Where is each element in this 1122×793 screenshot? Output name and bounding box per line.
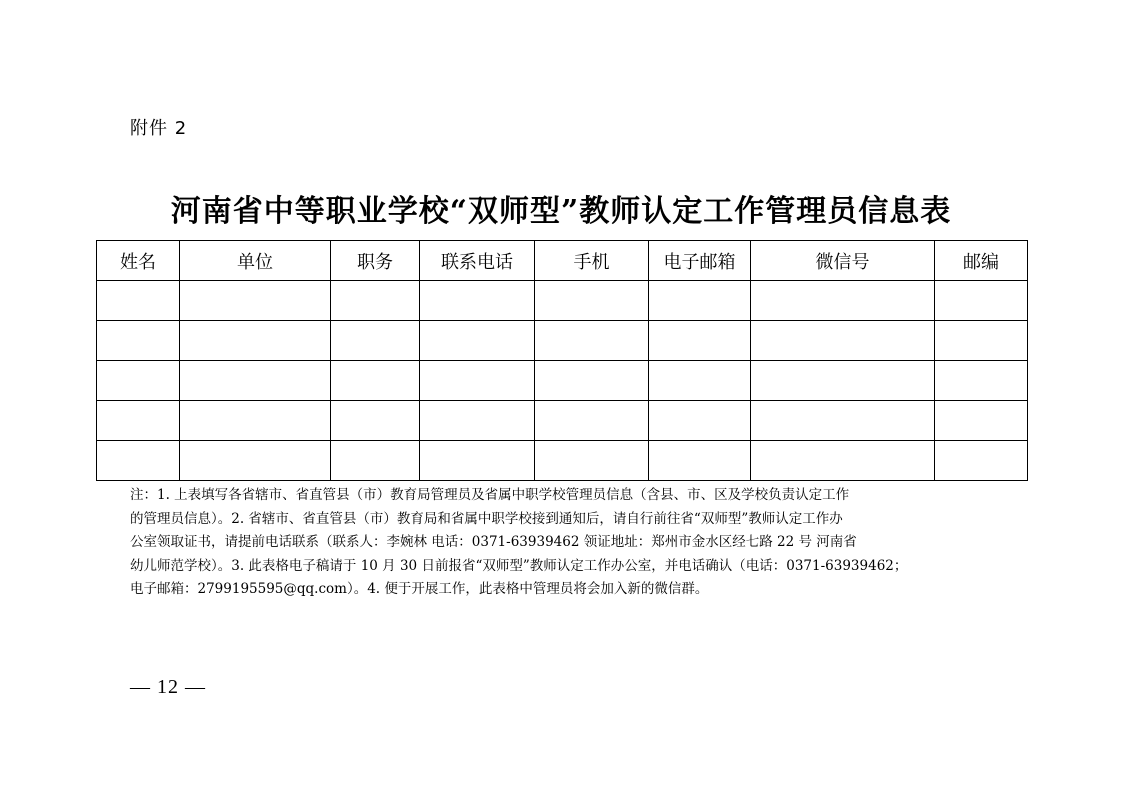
table-cell — [935, 361, 1028, 401]
table-cell — [935, 281, 1028, 321]
header-postcode: 邮编 — [935, 241, 1028, 281]
table-cell — [649, 401, 751, 441]
table-cell — [180, 441, 331, 481]
header-email: 电子邮箱 — [649, 241, 751, 281]
table-cell — [180, 361, 331, 401]
table-cell — [420, 441, 535, 481]
table-cell — [535, 441, 649, 481]
table-cell — [649, 281, 751, 321]
table-cell — [751, 321, 935, 361]
note-line: 电子邮箱：2799195595@qq.com）。4. 便于开展工作，此表格中管理员将会加入新的微信群。 — [130, 581, 709, 597]
table-cell — [180, 401, 331, 441]
header-position: 职务 — [331, 241, 420, 281]
table-cell — [751, 401, 935, 441]
table-cell — [97, 281, 180, 321]
table-cell — [331, 361, 420, 401]
table-cell — [751, 281, 935, 321]
table-row — [97, 281, 1028, 321]
header-phone: 联系电话 — [420, 241, 535, 281]
table-cell — [535, 401, 649, 441]
table-cell — [420, 401, 535, 441]
header-mobile: 手机 — [535, 241, 649, 281]
table-cell — [649, 441, 751, 481]
table-body — [97, 281, 1028, 481]
header-wechat: 微信号 — [751, 241, 935, 281]
table-cell — [331, 441, 420, 481]
header-name: 姓名 — [97, 241, 180, 281]
table-cell — [535, 361, 649, 401]
table-cell — [420, 321, 535, 361]
note-line: 公室领取证书，请提前电话联系（联系人：李婉林 电话：0371-63939462 领证地址：郑州市金水区经七路 22 号 河南省 — [130, 534, 857, 550]
document-title: 河南省中等职业学校“双师型”教师认定工作管理员信息表 — [170, 194, 952, 229]
table-cell — [935, 441, 1028, 481]
table-cell — [420, 361, 535, 401]
info-table — [96, 240, 1028, 481]
table-row — [97, 321, 1028, 361]
table-cell — [331, 281, 420, 321]
table-cell — [535, 321, 649, 361]
table-row — [97, 441, 1028, 481]
note-line: 注：1. 上表填写各省辖市、省直管县（市）教育局管理员及省属中职学校管理员信息（含县、市、区及学校负责认定工作 — [130, 487, 850, 503]
attachment-label: 附件 2 — [130, 118, 188, 139]
table-cell — [935, 321, 1028, 361]
table-cell — [97, 321, 180, 361]
table-row — [97, 401, 1028, 441]
page-number: — 12 — — [130, 676, 206, 698]
table-cell — [751, 361, 935, 401]
table-cell — [97, 401, 180, 441]
table-cell — [97, 361, 180, 401]
header-unit: 单位 — [180, 241, 331, 281]
table-cell — [331, 401, 420, 441]
table-cell — [420, 281, 535, 321]
table-cell — [649, 321, 751, 361]
note-line: 幼儿师范学校）。3. 此表格电子稿请于 10 月 30 日前报省“双师型”教师认定工作办公室，并电话确认（电话：0371-63939462； — [130, 557, 908, 574]
table-header-row — [97, 241, 1028, 281]
note-line: 的管理员信息）。2. 省辖市、省直管县（市）教育局和省属中职学校接到通知后，请自行前往省“双师型”教师认定工作办 — [130, 510, 843, 527]
table-cell — [331, 321, 420, 361]
table-cell — [97, 441, 180, 481]
notes-block — [130, 484, 1000, 602]
table-row — [97, 361, 1028, 401]
table-cell — [935, 401, 1028, 441]
table-cell — [751, 441, 935, 481]
table-cell — [535, 281, 649, 321]
table-cell — [180, 281, 331, 321]
table-cell — [180, 321, 331, 361]
table-cell — [649, 361, 751, 401]
